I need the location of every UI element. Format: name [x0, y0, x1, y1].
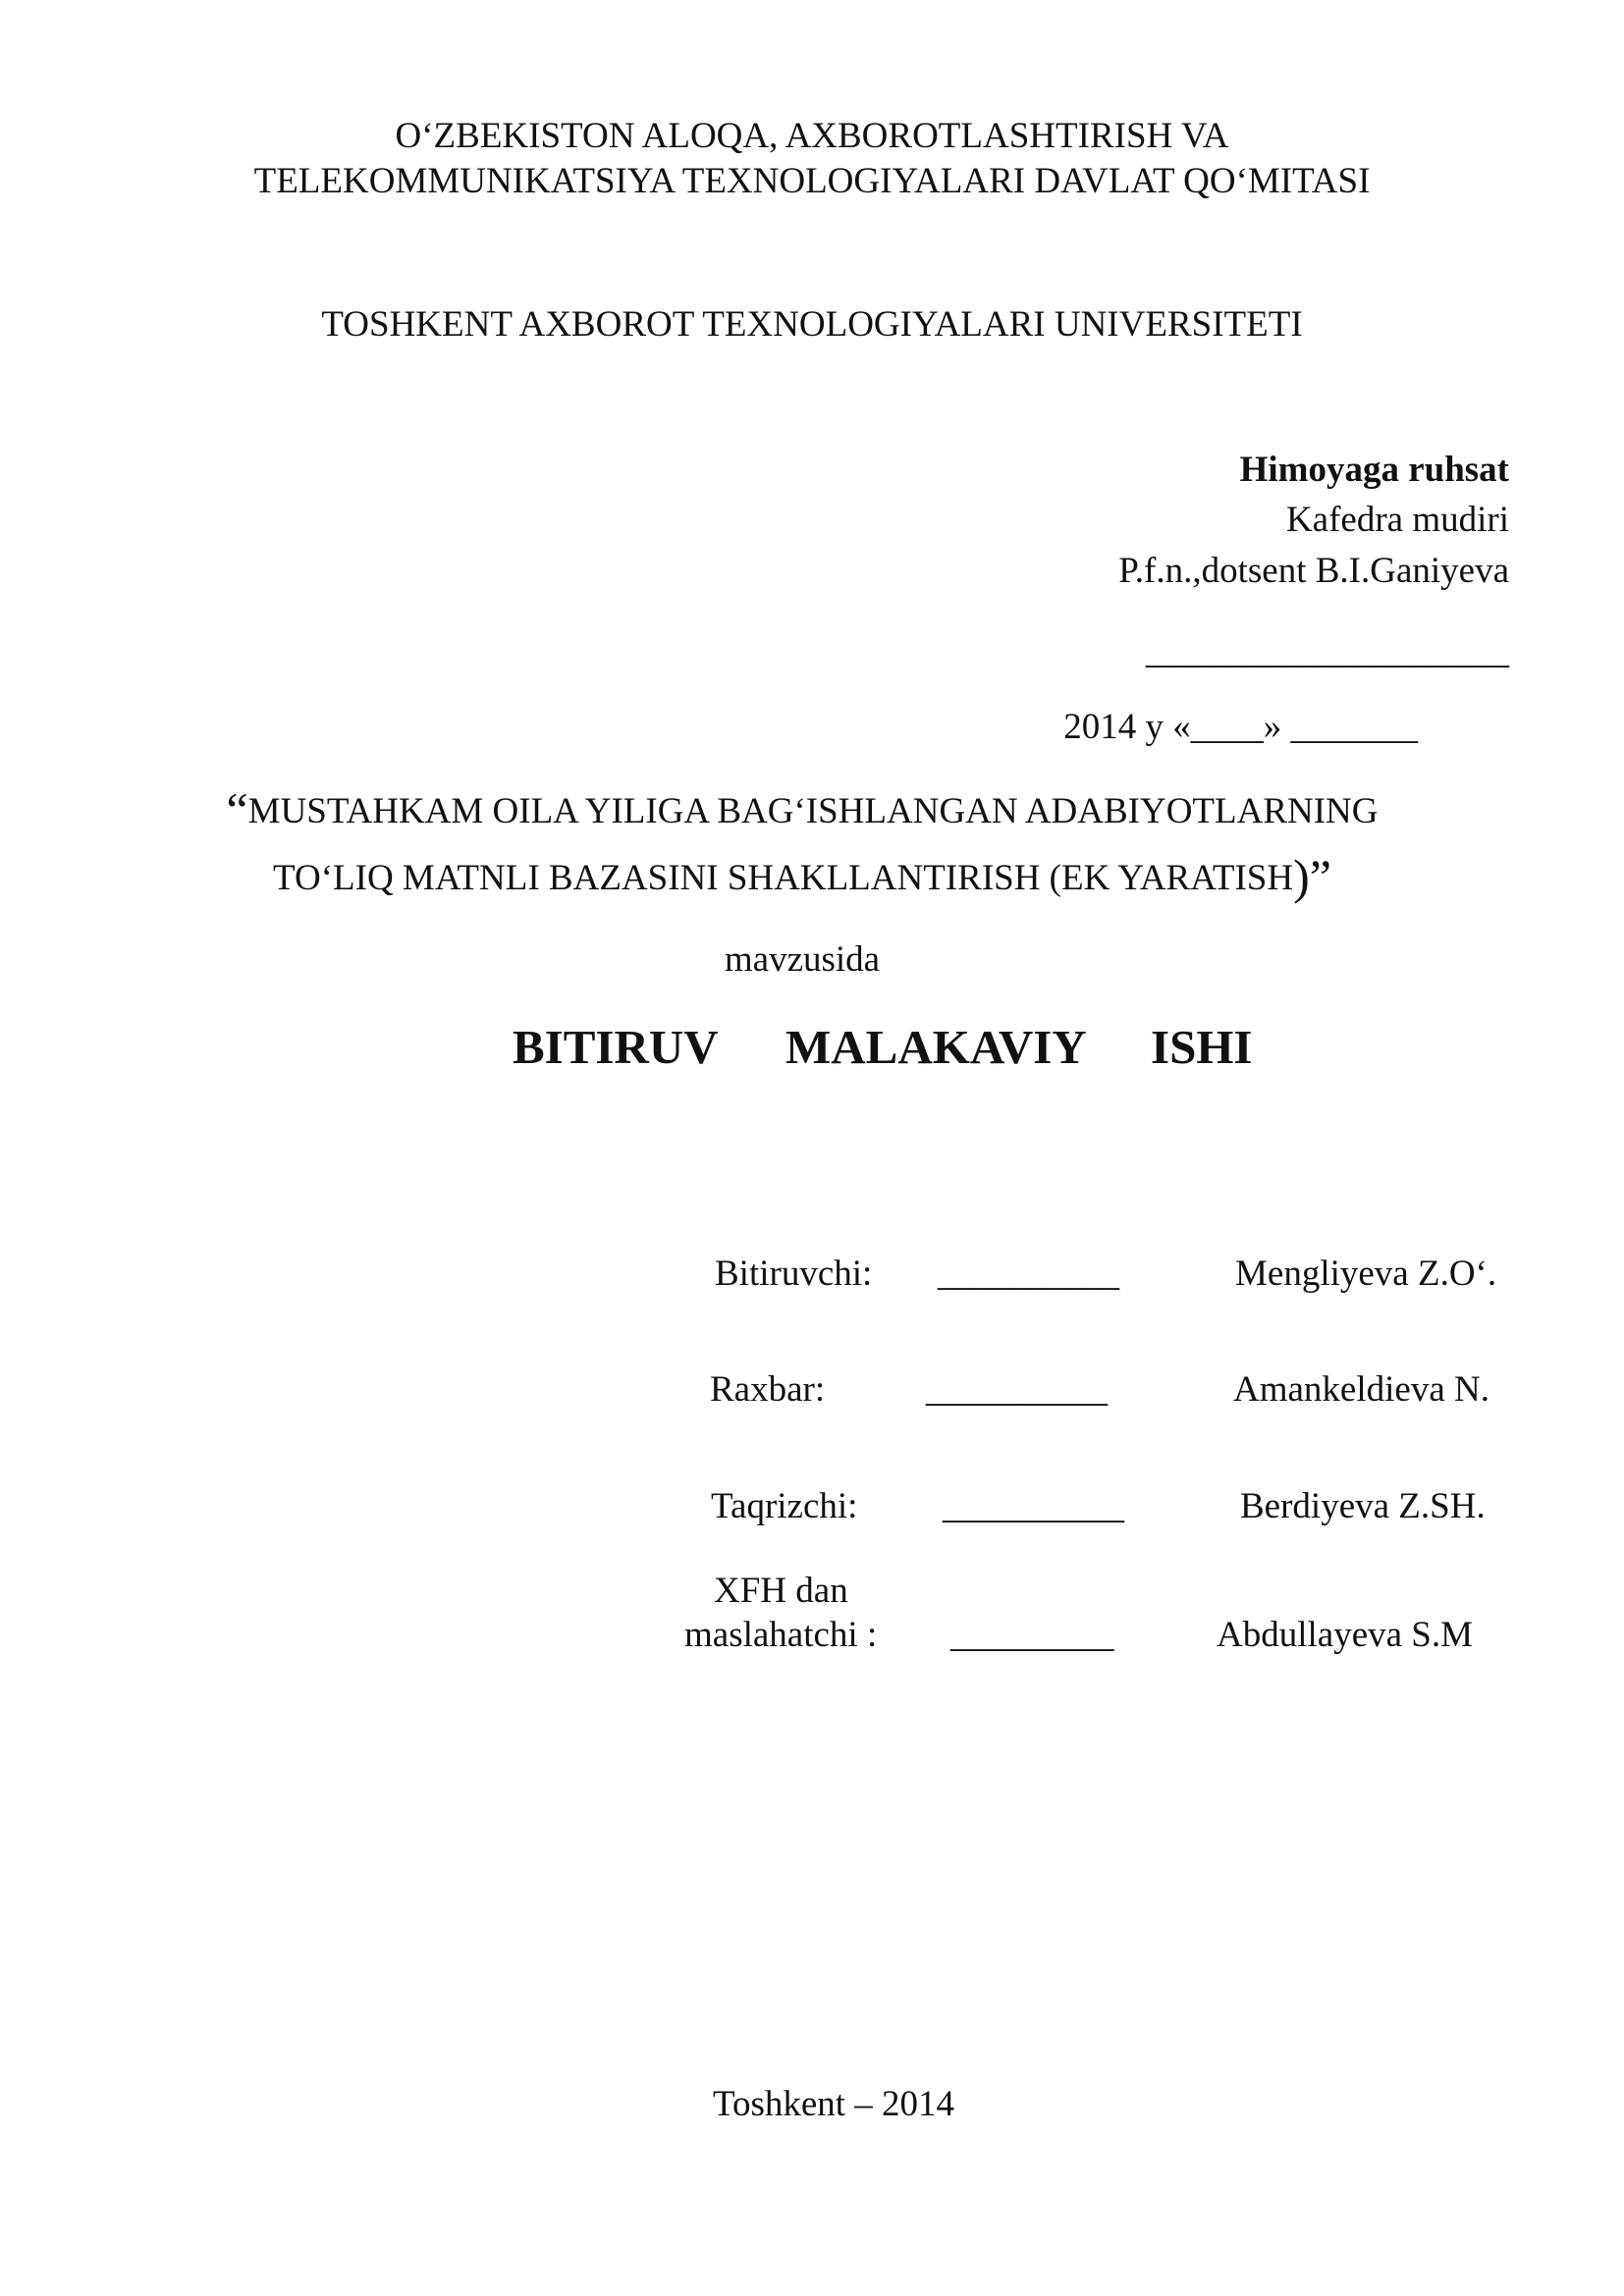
signer-signature-line: __________ — [943, 1486, 1124, 1526]
committee-line-2: TELEKOMMUNIKATSIYA TEXNOLOGIYALARI DAVLAT QO‘MITASI — [253, 161, 1371, 201]
topic-text-line-2: TO‘LIQ MATNLI BAZASINI SHAKLLANTIRISH (EK YARATISH — [273, 858, 1294, 898]
signer-role: maslahatchi : — [684, 1615, 878, 1655]
topic-close-paren: ) — [1293, 849, 1310, 904]
committee-line-1: O‘ZBEKISTON ALOQA, AXBOROTLASHTIRISH VA — [395, 116, 1229, 156]
approval-position: Kafedra mudiri — [1285, 500, 1509, 540]
signer-role: Taqrizchi: — [711, 1486, 858, 1526]
signer-signature-line: __________ — [938, 1254, 1119, 1294]
signer-row-reviewer — [0, 1484, 1624, 1529]
topic-caption: mavzusida — [724, 939, 881, 980]
approval-title: Himoyaga ruhsat — [1239, 450, 1509, 490]
signer-signature-line: _________ — [950, 1615, 1114, 1655]
topic-text-line-1: MUSTAHKAM OILA YILIGA BAG‘ISHLANGAN ADABIYOTLARNING — [247, 791, 1379, 831]
topic-line-1 — [0, 782, 1614, 837]
approval-signature-line: ____________________ — [1146, 631, 1509, 671]
signer-role-line-1: XFH dan — [714, 1571, 848, 1611]
approval-person: P.f.n.,dotsent B.I.Ganiyeva — [1118, 551, 1509, 591]
signer-name: Mengliyeva Z.O‘. — [1235, 1254, 1497, 1294]
signer-row-graduate — [0, 1252, 1624, 1297]
work-title-word-2: MALAKAVIY — [785, 1020, 1087, 1074]
signer-name: Amankeldieva N. — [1233, 1369, 1489, 1410]
work-title-word-3: ISHI — [1151, 1020, 1253, 1074]
signer-role: Bitiruvchi: — [715, 1254, 873, 1294]
topic-open-quote: “ — [226, 782, 248, 837]
approval-date-line: 2014 y «____» _______ — [1063, 707, 1418, 747]
signer-signature-line: __________ — [926, 1369, 1108, 1410]
signer-row-consultant — [0, 1613, 1624, 1658]
topic-line-2 — [0, 849, 1614, 904]
signer-role: Raxbar: — [710, 1369, 826, 1410]
university-name: TOSHKENT AXBOROT TEXNOLOGIYALARI UNIVERSITETI — [321, 304, 1303, 345]
topic-close-quote: ” — [1309, 849, 1331, 904]
signer-name: Berdiyeva Z.SH. — [1240, 1486, 1486, 1526]
signer-row-supervisor — [0, 1367, 1624, 1413]
work-title — [0, 1013, 1624, 1082]
place-and-year: Toshkent – 2014 — [712, 2084, 955, 2124]
signer-name: Abdullayeva S.M — [1217, 1615, 1474, 1655]
work-title-word-1: BITIRUV — [513, 1020, 719, 1074]
